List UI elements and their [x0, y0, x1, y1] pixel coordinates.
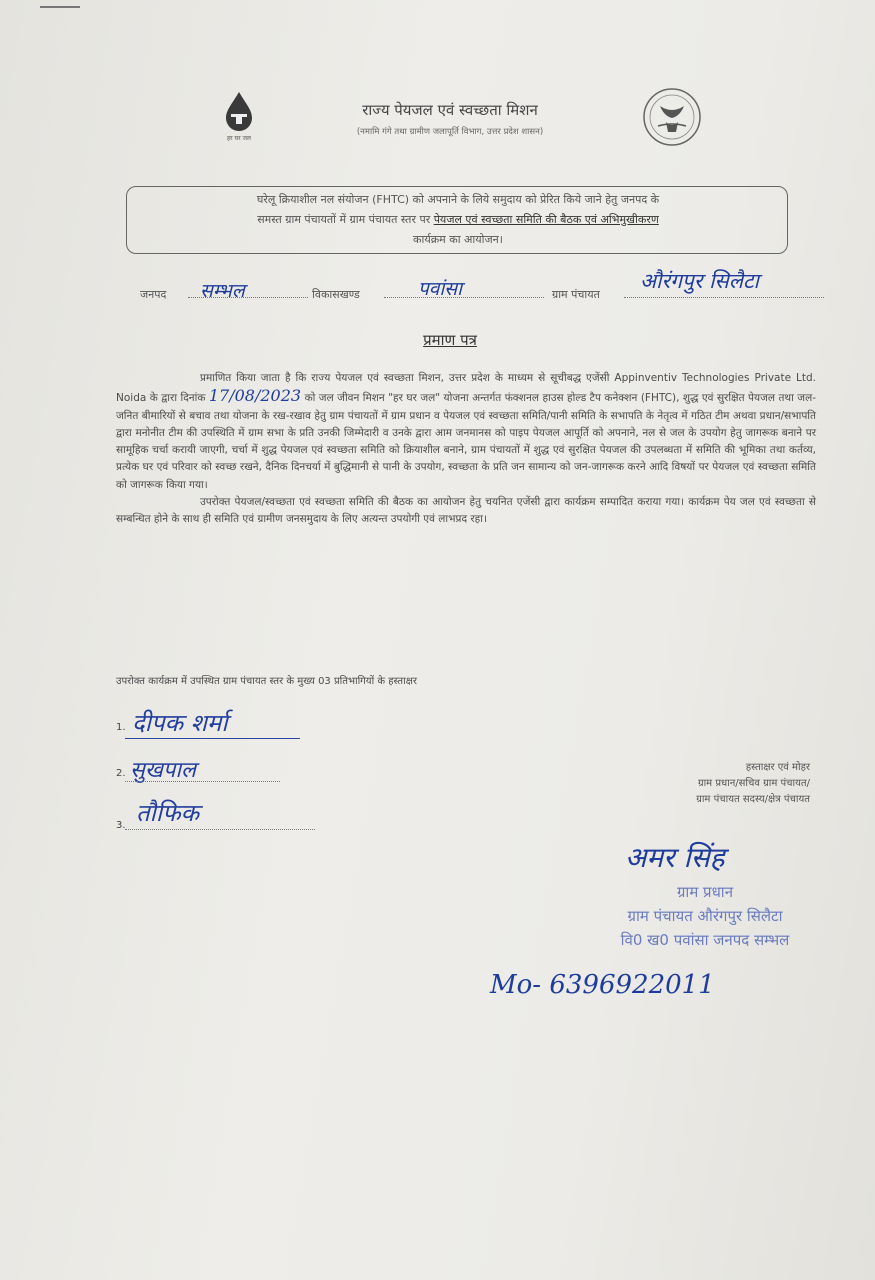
banner-line-2 [140, 210, 776, 230]
participant-1-underline [125, 738, 300, 739]
block-value: पवांसा [418, 278, 463, 300]
banner-line-2-underlined: पेयजल एवं स्वच्छता समिति की बैठक एवं अभिमुखीकरण [433, 213, 659, 226]
signature-and-seal-label: हस्ताक्षर एवं मोहर [745, 762, 810, 773]
event-banner-text [140, 190, 776, 250]
participants-signature-intro: उपरोक्त कार्यक्रम में उपस्थित ग्राम पंचायत स्तर के मुख्य 03 प्रतिभागियों के हस्ताक्षर [116, 676, 417, 687]
certificate-body [116, 370, 816, 529]
authority-designation-block [600, 760, 810, 808]
department-subtitle: (नमामि गंगे तथा ग्रामीण जलापूर्ति विभाग, उत्तर प्रदेश शासन) [356, 127, 544, 137]
participant-2-signature: सुखपाल [130, 758, 196, 783]
banner-line-2-plain: समस्त ग्राम पंचायतों में ग्राम पंचायत स्तर पर [257, 213, 434, 226]
certificate-paragraph-1 [116, 370, 816, 494]
participant-1-number: 1. [116, 722, 126, 733]
banner-line-3: कार्यक्रम का आयोजन। [413, 233, 503, 246]
gram-panchayat-label: ग्राम पंचायत [552, 288, 600, 301]
pradhan-mobile-number: Mo- 6396922011 [490, 970, 715, 1000]
participant-2-dotline [125, 781, 280, 782]
block-dotline [384, 297, 544, 298]
event-date-handwritten: 17/08/2023 [208, 386, 302, 406]
pradhan-stamp [580, 880, 830, 952]
block-label: विकासखण्ड [312, 288, 360, 301]
authority-designation-line-2: ग्राम पंचायत सदस्य/क्षेत्र पंचायत [696, 794, 810, 805]
banner-line-1: घरेलू क्रियाशील नल संयोजन (FHTC) को अपनाने के लिये समुदाय को प्रेरित किये जाने हेतु जनपद के [256, 193, 660, 206]
certificate-paragraph-2: उपरोक्त पेयजल/स्वच्छता एवं स्वच्छता समिति की बैठक का आयोजन हेतु चयनित एजेंसी द्वारा कार्यक्रम सम्पादित कराया गया। कार्यक्रम पेय जल एवं स्वच्छता से सम्बन्धित होने के साथ ही समिति एवं ग्रामीण जनसमुदाय के लिए अत्यन्त उपयोगी एवं लाभप्रद रहा। [116, 496, 816, 526]
stamp-line-1: ग्राम प्रधान [676, 883, 734, 901]
certificate-title: प्रमाण पत्र [423, 331, 477, 349]
gram-panchayat-value: औरंगपुर सिलैटा [640, 269, 759, 293]
jal-jeevan-mission-logo [214, 90, 264, 150]
district-label: जनपद [140, 288, 167, 301]
stamp-line-2: ग्राम पंचायत औरंगपुर सिलैटा [627, 907, 783, 925]
authority-designation-line-1: ग्राम प्रधान/सचिव ग्राम पंचायत/ [697, 778, 810, 789]
participant-3-number: 3. [116, 820, 126, 831]
district-value: सम्भल [200, 280, 245, 302]
pradhan-signature: अमर सिंह [625, 841, 725, 874]
logo-caption: हर घर जल [227, 135, 251, 142]
participant-2-number: 2. [116, 768, 126, 779]
paragraph-1-part-a: प्रमाणित किया जाता है कि राज्य पेयजल एवं स्वच्छता मिशन, उत्तर प्रदेश के माध्यम से सूचीबद्ध एजेंसी Appinventiv Technologies Private Ltd. Noida के द्वारा दिनांक [116, 372, 816, 405]
corner-pen-mark [40, 6, 80, 8]
participant-3-dotline [125, 829, 315, 830]
location-fields-row [140, 269, 840, 307]
up-government-emblem [632, 84, 712, 154]
gram-panchayat-dotline [624, 297, 824, 298]
paragraph-1-part-b: को जल जीवन मिशन "हर घर जल" योजना अन्तर्गत फंक्शनल हाउस होल्ड टैप कनेक्शन (FHTC), शुद्ध एवं सुरक्षित पेयजल तथा जल-जनित बीमारियों से बचाव तथा योजना के रख-रखाव हेतु ग्राम पंचायतों में ग्राम प्रधान व पेयजल एवं स्वच्छता समिति/पानी समिति के सभापति के नेतृत्व में गठित टीम अथवा प्रधान/सभापति द्वारा मनोनीत टीम की उपस्थिति में ग्राम सभा के प्रति उनकी जिम्मेदारी व उनके द्वारा आम जनमानस को पाइप पेयजल आपूर्ति को अपनाने, नल से जल के उपयोग हेतु जागरूक बनाने पर सामूहिक चर्चा करायी जाएगी, चर्चा में शुद्ध पेयजल एवं स्वच्छता समिति को क्रियाशील बनाने, ग्राम पंचायतों में शुद्ध एवं सुरक्षित पेयजल की उपलब्धता में समिति की भूमिका तथा कर्तव्य, प्रत्येक घर एवं परिवार को स्वच्छ रखने, दैनिक दिनचर्या में बुद्धिमानी से पानी के उपयोग, स्वच्छता के प्रति जन सामान्य को जन-जागरूक करने आदि विषयों पर पेयजल एवं स्वच्छता समिति को जागरूक किया गया। [116, 392, 817, 491]
participant-1-signature: दीपक शर्मा [132, 709, 228, 737]
participant-3-signature: तौफिक [136, 799, 200, 827]
mission-title: राज्य पेयजल एवं स्वच्छता मिशन [362, 101, 538, 119]
stamp-line-3: वि0 ख0 पवांसा जनपद सम्भल [620, 931, 790, 949]
